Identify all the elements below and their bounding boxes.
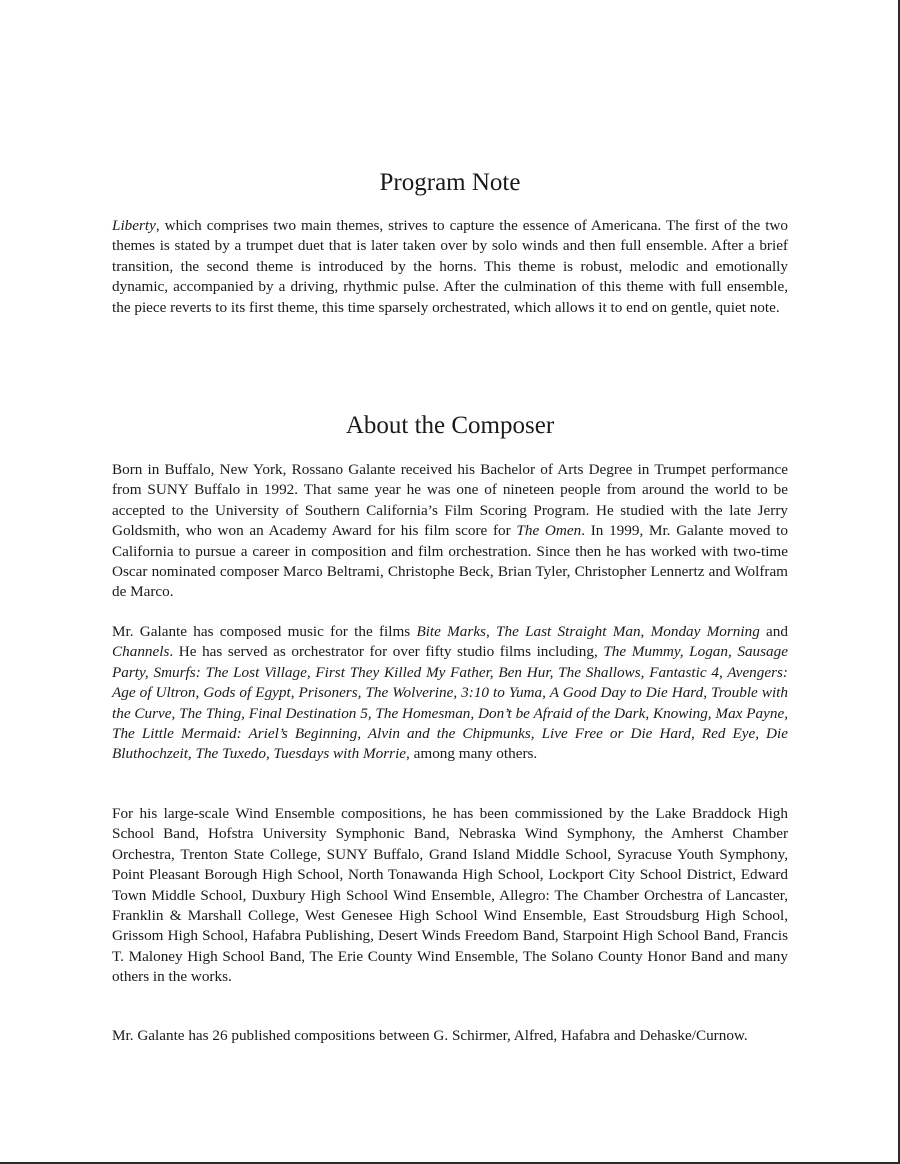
program-note-paragraph: [112, 216, 788, 318]
bio-p1-text-a: Born in Buffalo, New York, Rossano Galante received his Bachelor of Arts Degree in Trumpet performance from SUNY Buffalo in 1992. That same year he was one of nineteen people from around the world to be accepted to the University of Southern California’s Film Scoring Program. He studied with the late Jerry Goldsmith, who won an Academy Award for his film score for: [112, 461, 788, 540]
bio-p2-text-c: , among many others.: [406, 745, 538, 763]
program-note-body: , which comprises two main themes, strives to capture the essence of Americana. The first of the two themes is stated by a trumpet duet that is later taken over by solo winds and then full ensemble. After a brief transition, the second theme is introduced by the horns. This theme is robust, melodic and emotionally dynamic, accompanied by a driving, rhythmic pulse. After the culmination of this theme with full ensemble, the piece reverts to its first theme, this time sparsely orchestrated, which allows it to end on gentle, quiet note.: [112, 217, 788, 316]
bio-p2-films-1: Bite Marks, The Last Straight Man, Monday Morning: [416, 623, 760, 640]
bio-paragraph-3: For his large-scale Wind Ensemble compositions, he has been commissioned by the Lake Braddock High School Band, Hofstra University Symphonic Band, Nebraska Wind Symphony, the Amherst Chamber Orchestra, Trenton State College, SUNY Buffalo, Grand Island Middle School, Syracuse Youth Symphony, Point Pleasant Borough High School, North Tonawanda High School, Lockport City School District, Edward Town Middle School, Duxbury High School Wind Ensemble, Allegro: The Chamber Orchestra of Lancaster, Franklin & Marshall College, West Genesee High School Wind Ensemble, East Stroudsburg High School, Grissom High School, Hafabra Publishing, Desert Winds Freedom Band, Starpoint High School Band, Francis T. Maloney High School Band, The Erie County Wind Ensemble, The Solano County Honor Band and many others in the works.: [112, 805, 788, 986]
bio-p2-text-a: Mr. Galante has composed music for the films: [112, 623, 417, 640]
about-composer-heading: About the Composer: [345, 412, 555, 439]
bio-p2-films-2: Channels: [112, 643, 170, 661]
bio-p2-films-3: The Mummy, Logan, Sausage Party, Smurfs: The Lost Village, First They Killed My Father, Ben Hur, The Shallows, Fantastic 4, Avengers: Age of Ultron, Gods of Egypt, Prisoners, The Wolverine, 3:10 to Yuma, A Good Day to Die Hard, Trouble with the Curve, The Thing, Final Destination 5, The Homesman, Don’t be Afraid of the Dark, Knowing, Max Payne, The Little Mermaid: Ariel’s Beginning, Alvin and the Chipmunks, Live Free or Die Hard, Red Eye, Die Bluthochzeit, The Tuxedo, Tuesdays with Morrie: [112, 643, 788, 763]
bio-p1-text-b: . In 1999, Mr. Galante moved to California to pursue a career in composition and film orchestration. Since then he has worked with two-time Oscar nominated composer Marco Beltrami, Christophe Beck, Brian Tyler, Christopher Lennertz and Wolfram de Marco.: [112, 522, 788, 601]
bio-p1-film: The Omen: [516, 522, 582, 540]
bio-paragraph-1: [112, 460, 788, 603]
bio-paragraph-4: Mr. Galante has 26 published compositions between G. Schirmer, Alfred, Hafabra and Dehaske/Curnow.: [112, 1027, 748, 1044]
bio-p2-and: and: [759, 623, 788, 640]
work-title: Liberty: [112, 217, 156, 234]
program-note-heading: Program Note: [379, 169, 521, 196]
bio-p2-text-b: . He has served as orchestrator for over fifty studio films including,: [169, 643, 604, 661]
bio-paragraph-2: [112, 622, 788, 765]
